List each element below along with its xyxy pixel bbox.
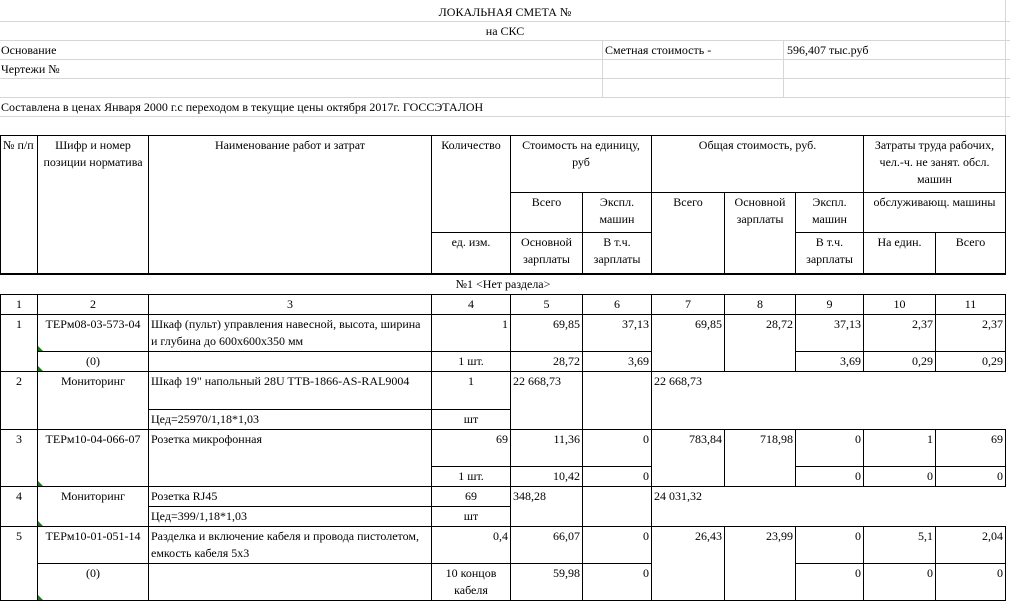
row-name: Розетка микрофонная — [149, 429, 432, 486]
header-unit-cost: Стоимость на единицу, руб — [511, 136, 652, 193]
header-code: Шифр и номер позиции норматива — [38, 136, 149, 274]
header-total-machines: Экспл. машин — [796, 193, 864, 233]
prices-note: Составлена в ценах Января 2000 г.с переходом в текущие цены октября 2017г. ГОССЭТАЛОН — [1, 100, 484, 114]
row-subcode-text: (0) — [86, 565, 100, 580]
row-num: 1 — [1, 314, 38, 371]
gridline — [0, 59, 1010, 60]
gridline — [1005, 0, 1006, 135]
row-labor-all2: 0 — [936, 563, 1006, 600]
cell-comment-marker — [38, 595, 43, 600]
row-name: Разделка и включение кабеля и провода пистолетом, емкость кабеля 5х3 — [149, 526, 432, 563]
row-qty: 1 — [432, 371, 511, 409]
row-labor-unit2: 0 — [864, 466, 936, 486]
table-row — [1, 371, 1006, 409]
table-row — [1, 486, 1006, 506]
row-num: 2 — [1, 371, 38, 429]
row-total-machines: 37,13 — [796, 314, 864, 351]
row-name: Шкаф 19" напольный 28U TTB-1866-AS-RAL9004 — [149, 371, 432, 409]
row-total-all: 783,84 — [652, 429, 725, 486]
col-number: 9 — [796, 294, 864, 314]
table-row — [1, 351, 1006, 371]
cell-comment-marker — [38, 366, 43, 371]
row-labor-all: 69 — [936, 429, 1006, 466]
header-total-all: Всего — [652, 193, 725, 274]
gridline — [0, 78, 1010, 79]
row-code-text: Мониторинг — [60, 373, 126, 388]
row-unit: 1 шт. — [432, 351, 511, 371]
header-unit: ед. изм. — [432, 233, 511, 274]
col-number: 2 — [38, 294, 149, 314]
row-qty: 69 — [432, 486, 511, 506]
row-labor-unit: 5,1 — [864, 526, 936, 563]
row-unit-all: 69,85 — [511, 314, 583, 351]
row-note: Цед=399/1,18*1,03 — [149, 506, 432, 526]
header-labor-all: Всего — [936, 233, 1006, 274]
row-code-text: ТЕРм10-01-051-14 — [45, 528, 141, 543]
row-num: 5 — [1, 526, 38, 600]
row-total-incl: 0 — [796, 563, 864, 600]
header-serv-machines: обслуживающ. машины — [864, 193, 1006, 233]
row-total-all: 69,85 — [652, 314, 725, 371]
row-unit-machines: 0 — [583, 526, 652, 563]
row-code — [38, 486, 149, 526]
row-labor-unit2: 0,29 — [864, 351, 936, 371]
row-unit-all: 22 668,73 — [511, 371, 583, 429]
row-unit-incl: 0 — [583, 563, 652, 600]
header-total-cost: Общая стоимость, руб. — [652, 136, 864, 193]
cell-comment-marker — [38, 346, 43, 351]
col-number: 11 — [936, 294, 1006, 314]
row-num: 3 — [1, 429, 38, 486]
row-labor-all2: 0 — [936, 466, 1006, 486]
row-code-text: ТЕРм08-03-573-04 — [45, 316, 141, 331]
estimate-table — [0, 135, 1006, 601]
row-labor-all: 2,37 — [936, 314, 1006, 351]
header-per-unit: На един. — [864, 233, 936, 274]
row-unit-basic: 10,42 — [511, 466, 583, 486]
col-number: 4 — [432, 294, 511, 314]
row-code-text: ТЕРм10-04-066-07 — [45, 431, 141, 446]
row-total-incl: 0 — [796, 466, 864, 486]
row-qty: 0,4 — [432, 526, 511, 563]
row-code — [38, 314, 149, 351]
row-unit-machines: 37,13 — [583, 314, 652, 351]
header-unit-machines: Экспл. машин — [583, 193, 652, 233]
header-unit-basic-wage: Основной зарплаты — [511, 233, 583, 274]
table-row — [1, 429, 1006, 466]
col-number: 8 — [725, 294, 796, 314]
row-subcode — [38, 563, 149, 600]
cost-value: 596,407 тыс.руб — [787, 43, 869, 57]
row-total-all: 22 668,73 — [652, 371, 1006, 429]
row-name: Розетка RJ45 — [149, 486, 432, 506]
cost-label: Сметная стоимость - — [605, 43, 712, 57]
cell-comment-marker — [38, 481, 43, 486]
row-num: 4 — [1, 486, 38, 526]
gridline — [783, 40, 784, 97]
row-labor-unit: 1 — [864, 429, 936, 466]
row-name-empty — [149, 563, 432, 600]
row-unit-machines: 0 — [583, 429, 652, 466]
row-labor-all: 2,04 — [936, 526, 1006, 563]
row-total-basic: 718,98 — [725, 429, 796, 486]
row-total-incl: 3,69 — [796, 351, 864, 371]
document-subtitle: на СКС — [485, 24, 525, 38]
table-row — [1, 314, 1006, 351]
row-subcode — [38, 351, 149, 371]
gridline — [0, 21, 1010, 22]
row-total-basic: 28,72 — [725, 314, 796, 371]
col-number: 3 — [149, 294, 432, 314]
row-code-text: Мониторинг — [60, 488, 126, 503]
row-subcode-text: (0) — [86, 353, 100, 368]
basis-label: Основание — [1, 43, 57, 57]
row-unit: шт — [432, 506, 511, 526]
header-total-incl-wage: В т.ч. зарплаты — [796, 233, 864, 274]
row-total-basic: 23,99 — [725, 526, 796, 600]
row-unit: 10 концов кабеля — [432, 563, 511, 600]
col-number: 10 — [864, 294, 936, 314]
row-unit-all: 11,36 — [511, 429, 583, 466]
header-unit-incl-wage: В т.ч. зарплаты — [583, 233, 652, 274]
gridline — [602, 40, 603, 97]
col-number: 7 — [652, 294, 725, 314]
row-qty: 1 — [432, 314, 511, 351]
header-unit-all: Всего — [511, 193, 583, 233]
header-num: № п/п — [1, 136, 38, 274]
header-name: Наименование работ и затрат — [149, 136, 432, 274]
row-total-all: 26,43 — [652, 526, 725, 600]
row-total-all: 24 031,32 — [652, 486, 1006, 526]
table-row — [1, 563, 1006, 600]
col-number: 1 — [1, 294, 38, 314]
row-unit-incl: 0 — [583, 466, 652, 486]
cell-comment-marker — [38, 521, 43, 526]
row-labor-all2: 0,29 — [936, 351, 1006, 371]
row-labor-unit2: 0 — [864, 563, 936, 600]
drawings-label: Чертежи № — [1, 62, 60, 76]
gridline — [0, 116, 1010, 117]
row-code — [38, 371, 149, 429]
document-title: ЛОКАЛЬНАЯ СМЕТА № — [438, 5, 572, 19]
gridline — [0, 97, 1010, 98]
row-name-empty — [149, 351, 432, 371]
row-unit: шт — [432, 409, 511, 429]
row-code — [38, 429, 149, 486]
row-unit-basic: 59,98 — [511, 563, 583, 600]
row-unit-all: 66,07 — [511, 526, 583, 563]
row-total-machines: 0 — [796, 429, 864, 466]
row-qty: 69 — [432, 429, 511, 466]
col-number: 6 — [583, 294, 652, 314]
row-unit: 1 шт. — [432, 466, 511, 486]
row-unit-machines — [583, 371, 652, 429]
gridline — [0, 40, 1010, 41]
row-unit-incl: 3,69 — [583, 351, 652, 371]
row-unit-machines — [583, 486, 652, 526]
header-total-basic-wage: Основной зарплаты — [725, 193, 796, 274]
row-unit-basic: 28,72 — [511, 351, 583, 371]
row-note: Цед=25970/1,18*1,03 — [149, 409, 432, 429]
header-labor: Затраты труда рабочих, чел.-ч. не занят. обсл. машин — [864, 136, 1006, 193]
row-code — [38, 526, 149, 563]
row-name: Шкаф (пульт) управления навесной, высота, ширина и глубина до 600х600х350 мм — [149, 314, 432, 351]
header-qty: Количество — [432, 136, 511, 233]
row-labor-unit: 2,37 — [864, 314, 936, 351]
row-unit-all: 348,28 — [511, 486, 583, 526]
table-row — [1, 526, 1006, 563]
section-title: №1 <Нет раздела> — [1, 274, 1006, 295]
row-total-machines: 0 — [796, 526, 864, 563]
col-number: 5 — [511, 294, 583, 314]
